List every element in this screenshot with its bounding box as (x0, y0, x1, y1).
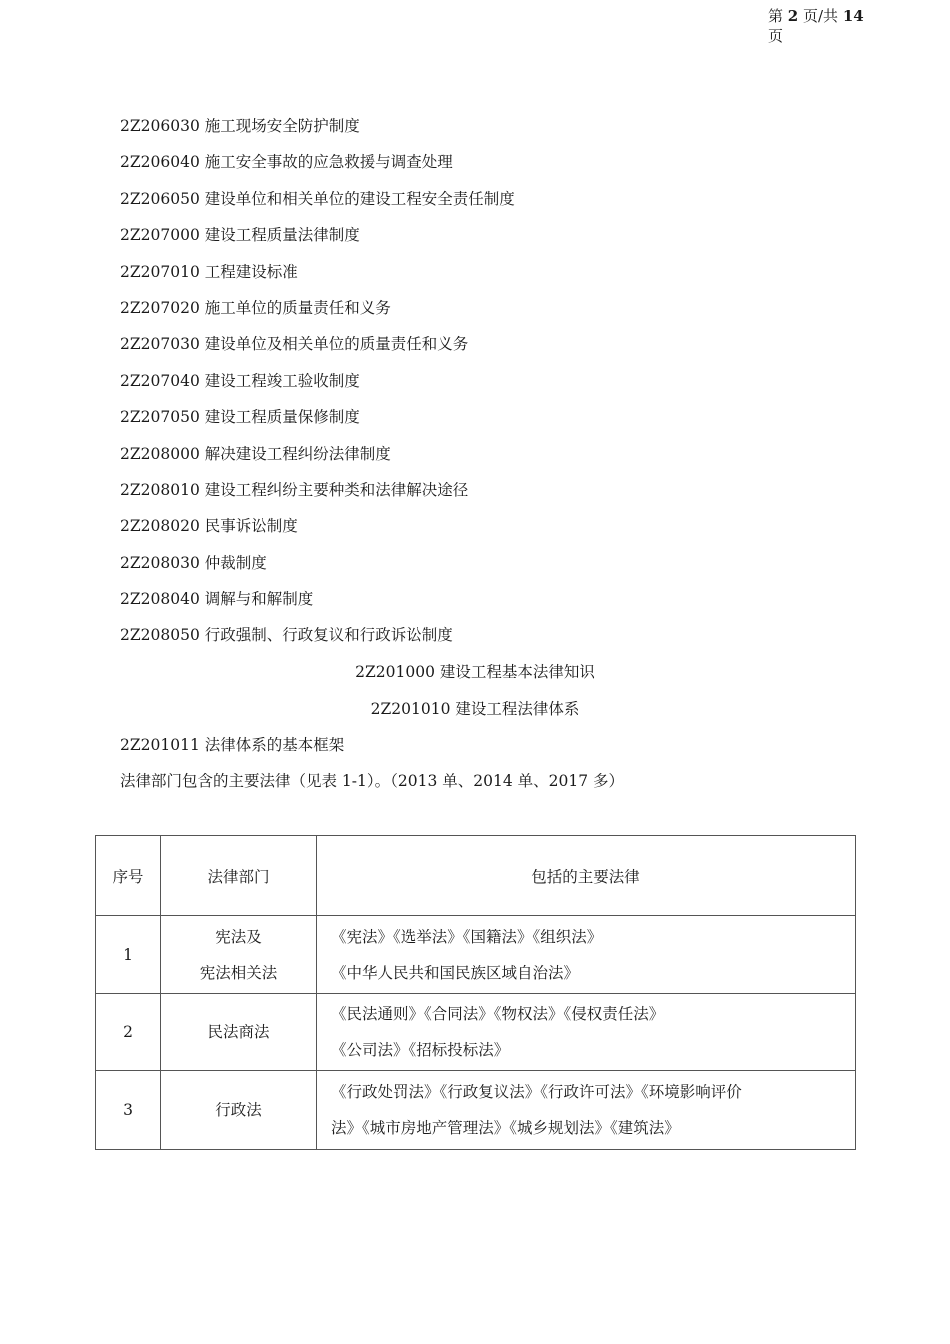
law-line: 《行政处罚法》《行政复议法》《行政许可法》《环境影响评价 (331, 1083, 742, 1101)
row-number: 3 (96, 1071, 161, 1150)
toc-line: 2Z207050 建设工程质量保修制度 (120, 408, 360, 427)
chapter-heading: 2Z201000 建设工程基本法律知识 (355, 663, 595, 681)
toc-line: 2Z207020 施工单位的质量责任和义务 (120, 298, 391, 317)
toc-line: 2Z207010 工程建设标准 (120, 262, 298, 281)
toc-line: 2Z208050 行政强制、行政复议和行政诉讼制度 (120, 626, 453, 645)
toc-line: 2Z206030 施工现场安全防护制度 (120, 117, 360, 135)
law-line: 《中华人民共和国民族区域自治法》 (331, 963, 580, 982)
department-line: 行政法 (215, 1101, 262, 1119)
table-row (96, 916, 856, 994)
toc-line: 2Z208000 解决建设工程纠纷法律制度 (120, 444, 391, 463)
row-laws (317, 1071, 856, 1150)
department-line: 宪法相关法 (199, 963, 278, 982)
row-department (161, 916, 317, 994)
table-row (96, 1071, 856, 1150)
law-line: 《公司法》《招标投标法》 (331, 1041, 510, 1059)
header-department: 法律部门 (161, 836, 317, 916)
row-number: 1 (96, 916, 161, 994)
header-laws: 包括的主要法律 (317, 836, 856, 916)
row-department (161, 1071, 317, 1150)
toc-line: 2Z208020 民事诉讼制度 (120, 517, 298, 536)
law-line: 法》《城市房地产管理法》《城乡规划法》《建筑法》 (331, 1119, 680, 1137)
header-number: 序号 (96, 836, 161, 916)
law-line: 《民法通则》《合同法》《物权法》《侵权责任法》 (331, 1005, 665, 1023)
department-line: 民法商法 (207, 1023, 270, 1041)
toc-line: 2Z208030 仲裁制度 (120, 553, 267, 572)
toc-line: 2Z207000 建设工程质量法律制度 (120, 226, 360, 245)
toc-list (120, 112, 840, 658)
intro-paragraph: 法律部门包含的主要法律（见表 1-1）。（2013 单、2014 单、2017 多） (120, 772, 625, 790)
toc-line: 2Z207030 建设单位及相关单位的质量责任和义务 (120, 335, 469, 354)
toc-line: 2Z207040 建设工程竣工验收制度 (120, 371, 360, 390)
row-number: 2 (96, 994, 161, 1071)
toc-line: 2Z208040 调解与和解制度 (120, 590, 314, 609)
law-table (95, 835, 856, 1150)
page-number: 第 2 页/共 14 页 (768, 7, 864, 45)
subsection-heading: 2Z201011 法律体系的基本框架 (120, 736, 345, 754)
toc-line: 2Z208010 建设工程纠纷主要种类和法律解决途径 (120, 480, 469, 499)
table-row (96, 994, 856, 1071)
section-heading: 2Z201010 建设工程法律体系 (370, 700, 580, 718)
row-laws (317, 916, 856, 994)
table-header-row (96, 836, 856, 916)
row-laws (317, 994, 856, 1071)
row-department (161, 994, 317, 1071)
department-line: 宪法及 (215, 927, 262, 946)
law-line: 《宪法》《选举法》《国籍法》《组织法》 (331, 927, 603, 946)
toc-line: 2Z206040 施工安全事故的应急救援与调查处理 (120, 153, 453, 172)
toc-line: 2Z206050 建设单位和相关单位的建设工程安全责任制度 (120, 189, 515, 208)
